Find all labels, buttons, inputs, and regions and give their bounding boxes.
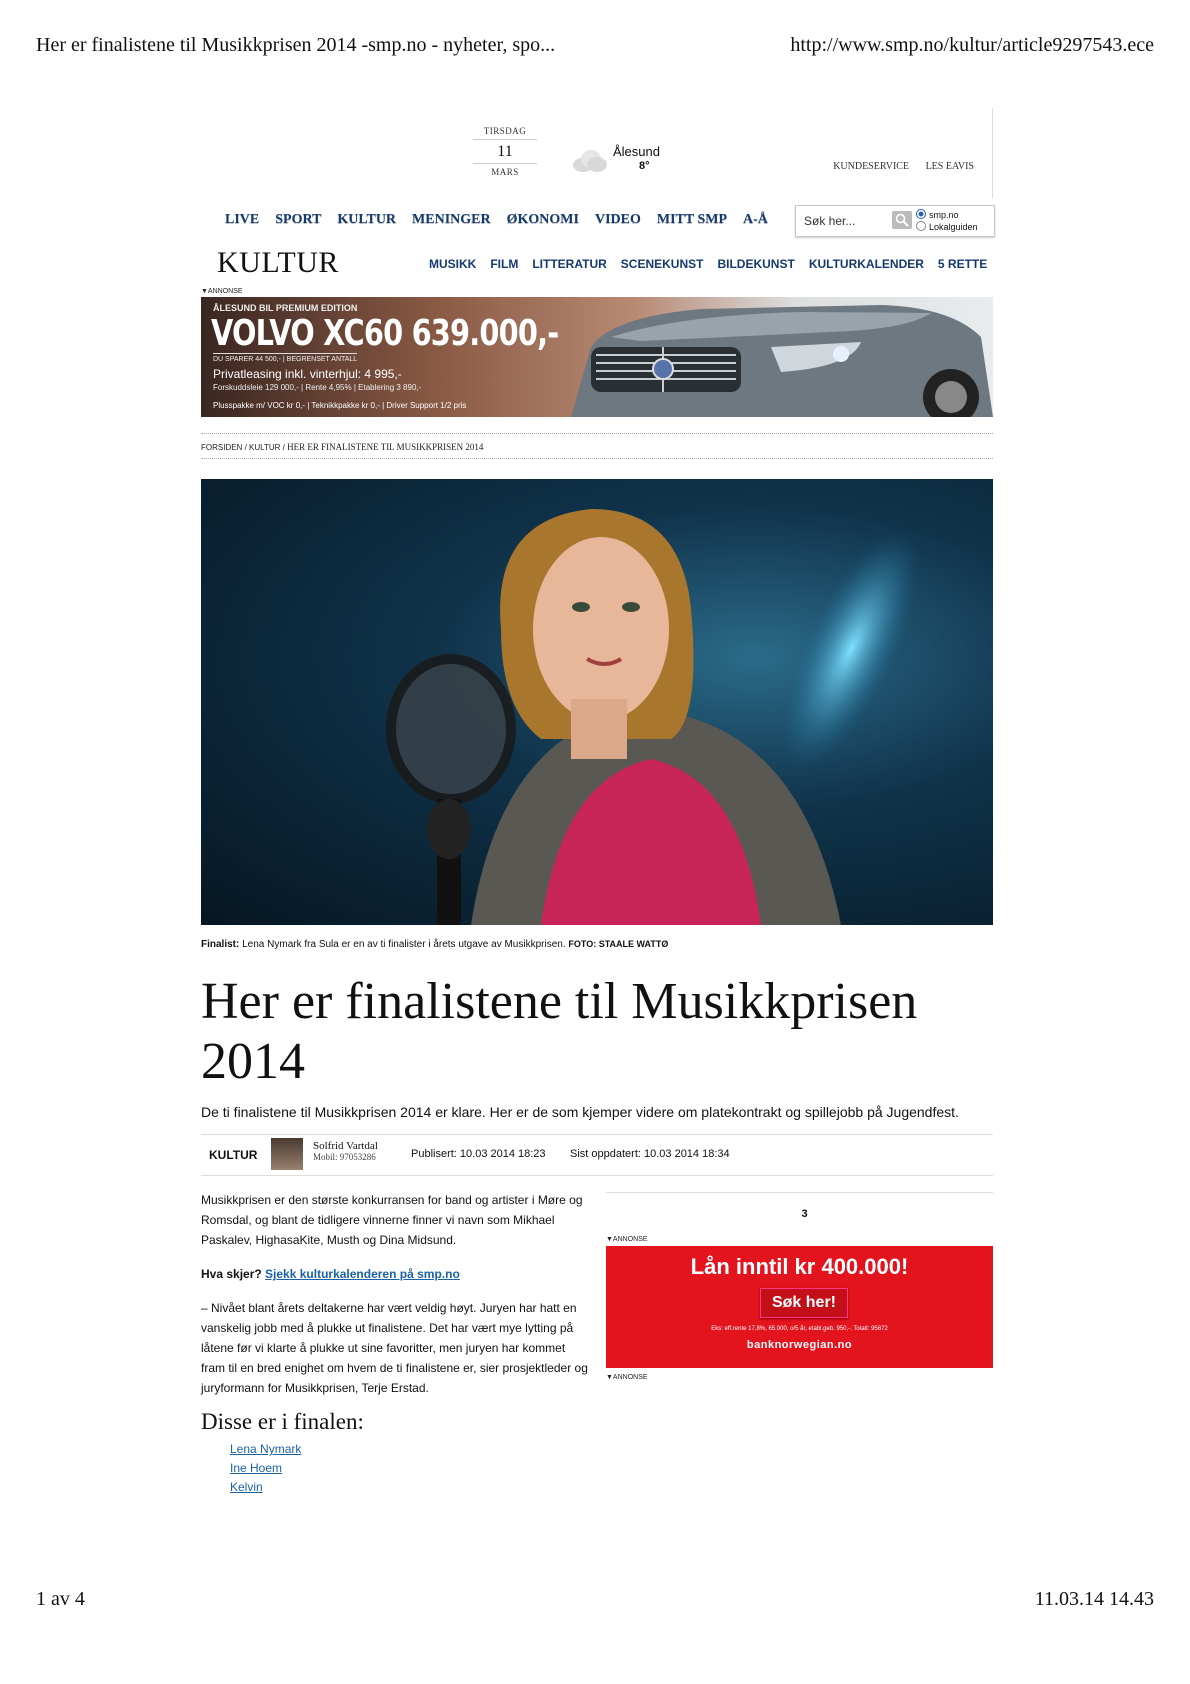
what-label: Hva skjer? (201, 1267, 262, 1281)
radio-icon (916, 221, 926, 231)
customer-service-link[interactable]: KUNDESERVICE (833, 161, 910, 172)
date-box (473, 126, 537, 177)
section-title[interactable]: KULTUR (217, 246, 339, 279)
ad-terms: Eks: eff.rente 17,8%, 65.000, o/5 år, etabl.geb. 950,-. Totalt: 95872 (711, 1326, 888, 1332)
print-url: http://www.smp.no/kultur/article9297543.ece (790, 34, 1154, 56)
search-scope-options (916, 209, 978, 233)
published-date: Publisert: 10.03 2014 18:23 (411, 1148, 546, 1160)
subnav-litteratur[interactable]: LITTERATUR (532, 257, 607, 271)
author-avatar (271, 1138, 303, 1170)
sidebar-number: 3 (801, 1208, 808, 1220)
photo-credit: FOTO: STAALE WATTØ (568, 939, 669, 949)
byline-section[interactable]: KULTUR (209, 1148, 258, 1162)
nav-item-video[interactable]: VIDEO (594, 212, 641, 227)
e-paper-link[interactable]: LES EAVIS (925, 161, 974, 172)
nav-item-mitt-smp[interactable]: MITT SMP (656, 212, 727, 227)
subnav-kulturkalender[interactable]: KULTURKALENDER (808, 257, 924, 271)
article-lead: De ti finalistene til Musikkprisen 2014 er klare. Her er de som kjemper videre om platekontrakt og spillejobb på Jugendfest. (201, 1104, 959, 1120)
weather-city: Ålesund (613, 144, 660, 159)
car-image (551, 297, 993, 417)
breadcrumb-current: HER ER FINALISTENE TIL MUSIKKPRISEN 2014 (287, 442, 484, 452)
finalist-link[interactable]: Lena Nymark (230, 1442, 302, 1456)
ad-label: ▼ANNONSE (606, 1374, 648, 1381)
byline (201, 1134, 993, 1176)
ad-lease: Privatleasing inkl. vinterhjul: 4 995,- (213, 367, 402, 381)
body-paragraph: Musikkprisen er den største konkurransen for band og artister i Møre og Romsdal, og blant de tidligere vinnerne finner vi navn som Mikhael Paskalev, HighasaKite, Musth og Dina Midsund. (201, 1193, 583, 1247)
search-icon (895, 213, 909, 227)
body-paragraph: – Nivået blant årets deltakerne har vært veldig høyt. Juryen har hatt en vanskelig jobb med å plukke ut finalistene. Det har vært mye lytting på låtene før vi klarte å plukke ut sine favoritter, men juryen har kommet fram til en bred enighet om hvem de ti finalistene er, sier prosjektleder og juryformann for Musikkprisen, Terje Erstad. (201, 1301, 588, 1395)
search-box (795, 205, 995, 237)
section-subnav (429, 257, 987, 271)
subnav-bildekunst[interactable]: BILDEKUNST (717, 257, 795, 271)
weather-temperature: 8° (639, 160, 650, 172)
subnav-scenekunst[interactable]: SCENEKUNST (620, 257, 704, 271)
author-phone: Mobil: 97053286 (313, 1152, 376, 1162)
ad-headline: Lån inntil kr 400.000! (690, 1254, 909, 1279)
divider (606, 1192, 993, 1193)
breadcrumb: FORSIDEN / KULTUR / HER ER FINALISTENE TIL MUSIKKPRISEN 2014 (201, 433, 993, 459)
nav-items (225, 212, 768, 228)
ad-extras: Plusspakke m/ VOC kr 0,- | Teknikkpakke kr 0,- | Driver Support 1/2 pris (213, 401, 467, 410)
ad-label: ▼ANNONSE (606, 1236, 648, 1243)
radio-selected-icon (916, 209, 926, 219)
article-title: Her er finalistene til Musikkprisen 2014 (201, 973, 918, 1090)
bank-norwegian-ad[interactable] (606, 1246, 993, 1368)
article-page (201, 108, 993, 1550)
what-happens (201, 1264, 591, 1284)
nav-item-live[interactable]: LIVE (225, 212, 260, 227)
ad-fees: Forskuddsleie 129 000,- | Rente 4,95% | Etablering 3 890,- (213, 383, 422, 392)
ad-saving: DU SPARER 44 500,- | BEGRENSET ANTALL (213, 353, 357, 363)
nav-item-sport[interactable]: SPORT (275, 212, 322, 227)
weather-widget[interactable] (571, 142, 681, 182)
finalists-list (201, 1440, 591, 1497)
masthead (201, 108, 993, 198)
volvo-banner-ad[interactable] (201, 297, 993, 417)
weekday: TIRSDAG (473, 126, 537, 140)
article-body (201, 1190, 591, 1497)
ad-label: ▼ANNONSE (201, 288, 243, 295)
print-page-number: 1 av 4 (36, 1588, 85, 1610)
calendar-link[interactable]: Sjekk kulturkalenderen på smp.no (265, 1267, 460, 1281)
search-option-lokalguiden[interactable]: Lokalguiden (916, 221, 978, 233)
print-datetime: 11.03.14 14.43 (1034, 1588, 1154, 1610)
finalists-heading: Disse er i finalen: (201, 1409, 364, 1434)
article-body-columns (201, 1190, 993, 1550)
author-name: Solfrid Vartdal (313, 1140, 378, 1152)
nav-item-okonomi[interactable]: ØKONOMI (506, 212, 579, 227)
nav-item-kultur[interactable]: KULTUR (337, 212, 397, 227)
search-input[interactable]: Søk her... (804, 214, 856, 228)
day-number: 11 (497, 143, 513, 160)
subnav-musikk[interactable]: MUSIKK (429, 257, 477, 271)
search-option-smp[interactable]: smp.no (916, 209, 978, 221)
print-page-title: Her er finalistene til Musikkprisen 2014 -smp.no - nyheter, spo... (36, 34, 556, 56)
breadcrumb-home[interactable]: FORSIDEN (201, 443, 243, 452)
month: MARS (473, 163, 537, 177)
caption-text: Lena Nymark fra Sula er en av ti finalister i årets utgave av Musikkprisen. (242, 939, 566, 950)
finalist-link[interactable]: Kelvin (230, 1480, 263, 1494)
updated-date: Sist oppdatert: 10.03 2014 18:34 (570, 1148, 730, 1160)
ad-headline: VOLVO XC60 639.000,- (211, 313, 559, 354)
main-navigation (201, 198, 993, 242)
singer-photo-image (201, 479, 993, 925)
ad-search-button[interactable]: Søk her! (760, 1288, 848, 1318)
section-header (201, 242, 993, 288)
finalist-link[interactable]: Ine Hoem (230, 1461, 283, 1475)
breadcrumb-section[interactable]: KULTUR (249, 443, 281, 452)
author-info[interactable] (313, 1141, 378, 1163)
service-links (819, 161, 974, 172)
subnav-film[interactable]: FILM (490, 257, 519, 271)
ad-edition: ÅLESUND BIL PREMIUM EDITION (213, 303, 358, 313)
sidebar (606, 1192, 993, 1381)
photo-caption (201, 939, 993, 950)
search-button[interactable] (892, 211, 912, 229)
subnav-5-rette[interactable]: 5 RETTE (937, 257, 988, 271)
article-photo (201, 479, 993, 925)
caption-label: Finalist: (201, 939, 240, 950)
cloud-icon (571, 148, 607, 174)
nav-item-meninger[interactable]: MENINGER (412, 212, 491, 227)
ad-brand: banknorwegian.no (746, 1339, 853, 1351)
nav-item-a-a[interactable]: A-Å (743, 212, 768, 227)
